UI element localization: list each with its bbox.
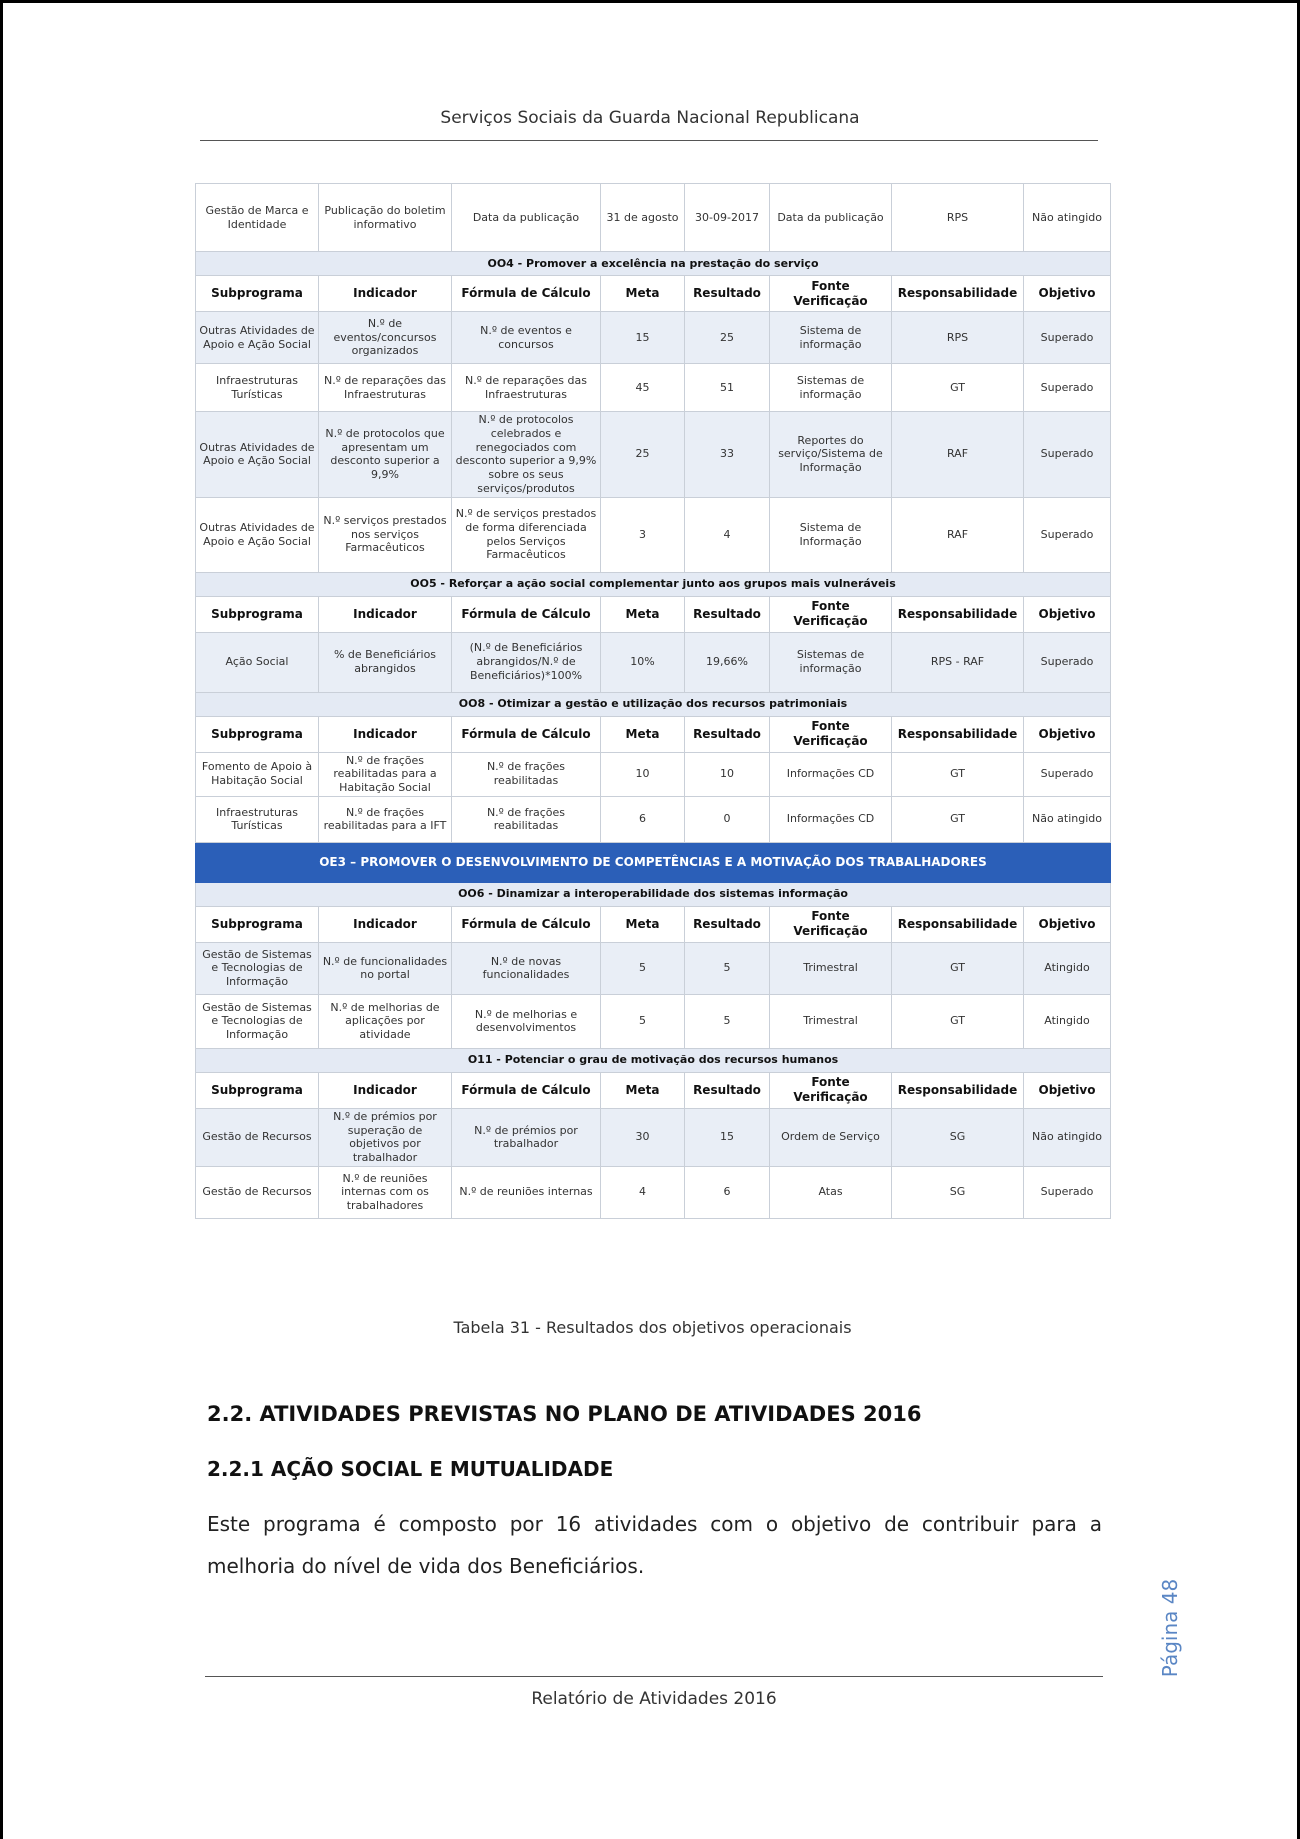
table-cell: N.º de prémios por superação de objetivos por trabalhador (319, 1108, 452, 1166)
section-title-row (196, 692, 1111, 716)
table-cell: Sistema de Informação (770, 497, 892, 572)
table-cell: Gestão de Sistemas e Tecnologias de Informação (196, 942, 319, 994)
table-cell: Sistema de informação (770, 312, 892, 364)
table-cell: GT (892, 942, 1024, 994)
table-header-row (196, 596, 1111, 632)
table-cell: Ordem de Serviço (770, 1108, 892, 1166)
table-cell: 31 de agosto (601, 184, 685, 252)
table-cell: Gestão de Recursos (196, 1166, 319, 1218)
section-title-row-label: OO5 - Reforçar a ação social complementar junto aos grupos mais vulneráveis (196, 572, 1111, 596)
table-row (196, 796, 1111, 842)
section-title-row-label: OO6 - Dinamizar a interoperabilidade dos sistemas informação (196, 882, 1111, 906)
table-cell: N.º de frações reabilitadas para a Habitação Social (319, 752, 452, 796)
table-cell: 33 (685, 412, 770, 498)
body-paragraph: Este programa é composto por 16 atividades com o objetivo de contribuir para a melhoria do nível de vida dos Beneficiários. (207, 1512, 1102, 1578)
table-caption: Tabela 31 - Resultados dos objetivos operacionais (453, 1318, 852, 1337)
table-cell: Não atingido (1024, 796, 1111, 842)
table-cell: Gestão de Recursos (196, 1108, 319, 1166)
table-cell: 6 (601, 796, 685, 842)
table-cell: Atingido (1024, 994, 1111, 1048)
section-heading: 2.2. ATIVIDADES PREVISTAS NO PLANO DE ATIVIDADES 2016 (207, 1402, 922, 1426)
column-header: Responsabilidade (892, 716, 1024, 752)
table-cell: 30-09-2017 (685, 184, 770, 252)
table-cell: 4 (601, 1166, 685, 1218)
table-cell: N.º de prémios por trabalhador (452, 1108, 601, 1166)
column-header: Subprograma (196, 906, 319, 942)
column-header: Meta (601, 1072, 685, 1108)
table-cell: Infraestruturas Turísticas (196, 364, 319, 412)
table-cell: RPS - RAF (892, 632, 1024, 692)
strategic-objective-band (196, 842, 1111, 882)
table-cell: N.º de melhorias e desenvolvimentos (452, 994, 601, 1048)
page-header: Serviços Sociais da Guarda Nacional Republicana (440, 108, 860, 128)
table-cell: Superado (1024, 752, 1111, 796)
column-header: Meta (601, 906, 685, 942)
table-cell: 6 (685, 1166, 770, 1218)
table-cell: 25 (685, 312, 770, 364)
table-cell: 5 (685, 942, 770, 994)
section-title-row-label: O11 - Potenciar o grau de motivação dos recursos humanos (196, 1048, 1111, 1072)
table-cell: Sistemas de informação (770, 632, 892, 692)
column-header: Subprograma (196, 1072, 319, 1108)
column-header: Fórmula de Cálculo (452, 1072, 601, 1108)
column-header: Objetivo (1024, 276, 1111, 312)
column-header: Fonte Verificação (770, 276, 892, 312)
column-header: Fórmula de Cálculo (452, 596, 601, 632)
section-title-row-label: OO8 - Otimizar a gestão e utilização dos recursos patrimoniais (196, 692, 1111, 716)
table-cell: Publicação do boletim informativo (319, 184, 452, 252)
table-cell: 3 (601, 497, 685, 572)
table-row (196, 1166, 1111, 1218)
table-cell: Informações CD (770, 752, 892, 796)
table-cell: 4 (685, 497, 770, 572)
table-cell: Infraestruturas Turísticas (196, 796, 319, 842)
table-cell: Superado (1024, 632, 1111, 692)
table-cell: Gestão de Sistemas e Tecnologias de Informação (196, 994, 319, 1048)
column-header: Resultado (685, 276, 770, 312)
table-cell: N.º serviços prestados nos serviços Farmacêuticos (319, 497, 452, 572)
table-cell: 19,66% (685, 632, 770, 692)
table-cell: RAF (892, 412, 1024, 498)
table-cell: N.º de protocolos que apresentam um desconto superior a 9,9% (319, 412, 452, 498)
column-header: Subprograma (196, 716, 319, 752)
section-title-row-label: OO4 - Promover a excelência na prestação do serviço (196, 252, 1111, 276)
table-cell: Atingido (1024, 942, 1111, 994)
column-header: Resultado (685, 596, 770, 632)
header-divider (200, 140, 1098, 141)
column-header: Fonte Verificação (770, 906, 892, 942)
table-cell: 15 (601, 312, 685, 364)
table-cell: Fomento de Apoio à Habitação Social (196, 752, 319, 796)
column-header: Responsabilidade (892, 906, 1024, 942)
section-title-row (196, 572, 1111, 596)
table-cell: 0 (685, 796, 770, 842)
table-cell: N.º de reuniões internas (452, 1166, 601, 1218)
page-number-vertical (1150, 1568, 1190, 1688)
column-header: Objetivo (1024, 596, 1111, 632)
table-cell: Ação Social (196, 632, 319, 692)
column-header: Indicador (319, 716, 452, 752)
table-cell: N.º de funcionalidades no portal (319, 942, 452, 994)
table-cell: RPS (892, 184, 1024, 252)
operational-objectives-table (195, 183, 1111, 1219)
table-cell: SG (892, 1166, 1024, 1218)
column-header: Fórmula de Cálculo (452, 276, 601, 312)
table-cell: SG (892, 1108, 1024, 1166)
column-header: Objetivo (1024, 906, 1111, 942)
table-cell: N.º de melhorias de aplicações por atividade (319, 994, 452, 1048)
section-title-row (196, 1048, 1111, 1072)
table-cell: Superado (1024, 497, 1111, 572)
table-cell: Não atingido (1024, 184, 1111, 252)
column-header: Meta (601, 276, 685, 312)
strategic-objective-band-label: OE3 – PROMOVER O DESENVOLVIMENTO DE COMPETÊNCIAS E A MOTIVAÇÃO DOS TRABALHADORES (196, 842, 1111, 882)
table-cell: N.º de frações reabilitadas (452, 752, 601, 796)
table-cell: N.º de reparações das Infraestruturas (319, 364, 452, 412)
column-header: Meta (601, 716, 685, 752)
column-header: Subprograma (196, 276, 319, 312)
table-cell: Informações CD (770, 796, 892, 842)
table-cell: Gestão de Marca e Identidade (196, 184, 319, 252)
table-cell: Outras Atividades de Apoio e Ação Social (196, 312, 319, 364)
column-header: Objetivo (1024, 716, 1111, 752)
table-header-row (196, 716, 1111, 752)
column-header: Subprograma (196, 596, 319, 632)
section-title-row (196, 252, 1111, 276)
table-cell: N.º de protocolos celebrados e renegociados com desconto superior a 9,9% sobre os seus serviços/produtos (452, 412, 601, 498)
table-cell: Superado (1024, 364, 1111, 412)
column-header: Resultado (685, 716, 770, 752)
column-header: Responsabilidade (892, 276, 1024, 312)
column-header: Indicador (319, 1072, 452, 1108)
table-cell: Superado (1024, 1166, 1111, 1218)
table-cell: Reportes do serviço/Sistema de Informação (770, 412, 892, 498)
table-row (196, 312, 1111, 364)
table-cell: Não atingido (1024, 1108, 1111, 1166)
table-cell: 51 (685, 364, 770, 412)
table-cell: Data da publicação (452, 184, 601, 252)
table-cell: 10% (601, 632, 685, 692)
table-cell: GT (892, 364, 1024, 412)
table-cell: Sistemas de informação (770, 364, 892, 412)
table-row (196, 994, 1111, 1048)
footer-divider (205, 1676, 1103, 1677)
table-cell: % de Beneficiários abrangidos (319, 632, 452, 692)
table-row (196, 184, 1111, 252)
table-cell: 25 (601, 412, 685, 498)
column-header: Objetivo (1024, 1072, 1111, 1108)
table-cell: 10 (685, 752, 770, 796)
table-cell: 10 (601, 752, 685, 796)
column-header: Indicador (319, 276, 452, 312)
table-cell: Outras Atividades de Apoio e Ação Social (196, 497, 319, 572)
table-cell: N.º de eventos/concursos organizados (319, 312, 452, 364)
column-header: Resultado (685, 1072, 770, 1108)
table-row (196, 412, 1111, 498)
table-cell: (N.º de Beneficiários abrangidos/N.º de Beneficiários)*100% (452, 632, 601, 692)
table-row (196, 1108, 1111, 1166)
table-header-row (196, 1072, 1111, 1108)
column-header: Fonte Verificação (770, 716, 892, 752)
table-cell: N.º de novas funcionalidades (452, 942, 601, 994)
table-row (196, 632, 1111, 692)
table-row (196, 364, 1111, 412)
column-header: Resultado (685, 906, 770, 942)
table-cell: Trimestral (770, 994, 892, 1048)
column-header: Responsabilidade (892, 1072, 1024, 1108)
table-cell: N.º de reparações das Infraestruturas (452, 364, 601, 412)
table-cell: Atas (770, 1166, 892, 1218)
table-cell: RAF (892, 497, 1024, 572)
table-cell: GT (892, 994, 1024, 1048)
page-footer: Relatório de Atividades 2016 (531, 1689, 777, 1709)
column-header: Fórmula de Cálculo (452, 716, 601, 752)
table-cell: Trimestral (770, 942, 892, 994)
table-cell: RPS (892, 312, 1024, 364)
table-cell: N.º de eventos e concursos (452, 312, 601, 364)
section-title-row (196, 882, 1111, 906)
table-cell: 5 (601, 994, 685, 1048)
table-row (196, 752, 1111, 796)
table-cell: N.º de reuniões internas com os trabalhadores (319, 1166, 452, 1218)
table-cell: 30 (601, 1108, 685, 1166)
table-header-row (196, 276, 1111, 312)
column-header: Indicador (319, 596, 452, 632)
column-header: Fonte Verificação (770, 1072, 892, 1108)
column-header: Fonte Verificação (770, 596, 892, 632)
table-cell: Data da publicação (770, 184, 892, 252)
table-row (196, 497, 1111, 572)
table-cell: 5 (685, 994, 770, 1048)
table-cell: 15 (685, 1108, 770, 1166)
table-cell: N.º de serviços prestados de forma diferenciada pelos Serviços Farmacêuticos (452, 497, 601, 572)
table-cell: N.º de frações reabilitadas (452, 796, 601, 842)
table-cell: GT (892, 752, 1024, 796)
table-cell: Superado (1024, 312, 1111, 364)
page-number-label: Página 48 (1158, 1578, 1182, 1678)
table-cell: N.º de frações reabilitadas para a IFT (319, 796, 452, 842)
table-cell: 45 (601, 364, 685, 412)
table-cell: GT (892, 796, 1024, 842)
table-row (196, 942, 1111, 994)
table-header-row (196, 906, 1111, 942)
column-header: Meta (601, 596, 685, 632)
table-cell: Superado (1024, 412, 1111, 498)
column-header: Responsabilidade (892, 596, 1024, 632)
table-cell: 5 (601, 942, 685, 994)
column-header: Fórmula de Cálculo (452, 906, 601, 942)
subsection-heading: 2.2.1 AÇÃO SOCIAL E MUTUALIDADE (207, 1457, 614, 1481)
table-cell: Outras Atividades de Apoio e Ação Social (196, 412, 319, 498)
column-header: Indicador (319, 906, 452, 942)
